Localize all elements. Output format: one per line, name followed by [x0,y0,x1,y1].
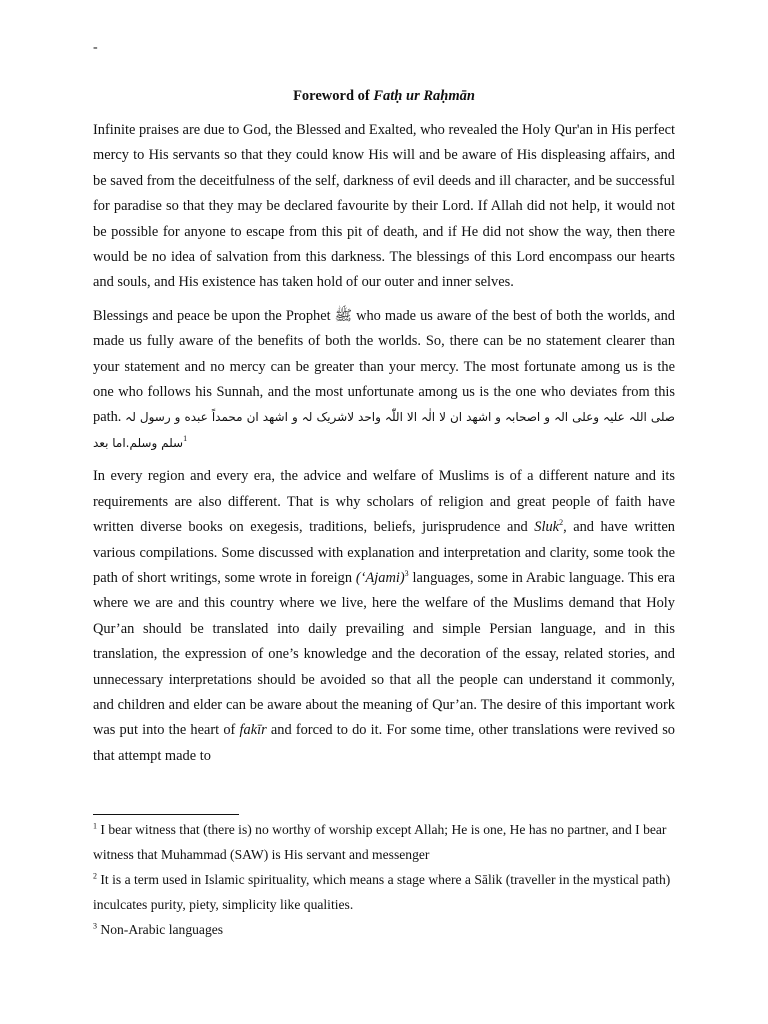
footnote-ref-2[interactable]: 2 [559,518,564,528]
paragraph-2 [93,304,675,456]
footnote-ref-1[interactable]: 1 [183,434,188,444]
title-prefix: Foreword of [293,88,374,104]
footnote-3 [93,917,675,942]
footnote-1 [93,817,675,867]
footnote-2 [93,867,675,917]
p3-text-c: languages, some in Arabic language. This era where we are and this country where we live, here the welfare of the Muslims demand that Holy Qur’an should be translated into daily prevailing and simple Persian language, and in this translation, the expression of one’s knowledge and the decoration of the essay, related stories, and unnecessary interpretations should be avoided so that all the people can understand it commonly, and children and elder can be aware about the meaning of Qur’an. The desire of this important work was put into the heart of [93,569,675,739]
paragraph-3 [93,464,675,769]
footnote-3-text: Non-Arabic languages [97,922,224,937]
title-italic: Fatḥ ur Raḥmān [373,88,475,104]
footnote-3-number: 3 [93,921,97,931]
term-fakir: fakīr [239,722,267,739]
p2-text-a: Blessings and peace be upon the Prophet [93,307,335,324]
p3-text-b: , and have written various compilations. Some discussed with explanation and interpretation and clarity, some took the path of short writings, some wrote in foreign [93,519,675,586]
footnote-1-text: I bear witness that (there is) no worthy of worship except Allah; He is one, He has no partner, and I bear witness that Muhammad (SAW) is His servant and messenger [93,822,667,862]
header-mark: - [93,40,98,55]
term-ajami: (‘Ajami) [355,569,405,586]
footnote-2-text: It is a term used in Islamic spirituality, which means a stage where a Sālik (traveller in the mystical path) inculcates purity, piety, simplicity like qualities. [93,872,671,912]
footnote-1-number: 1 [93,821,97,831]
p3-text-d: and forced to do it. For some time, other translations were revived so that attempt made to [93,722,675,764]
footnote-divider [93,814,239,815]
p3-text-a: In every region and every era, the advice and welfare of Muslims is of a different nature and its requirements are also different. That is why scholars of religion and great people of faith have written diverse books on exegesis, traditions, beliefs, jurisprudence and [93,468,675,536]
footnote-ref-3[interactable]: 3 [404,569,409,579]
document-body [93,84,675,777]
page-title [93,84,675,108]
term-sluk: Sluk [534,519,560,536]
prophet-symbol-icon: ﷺ [334,307,353,324]
p2-text-b: who made us aware of the best of both the worlds, and made us fully aware of the benefits of both the worlds. So, there can be no statement clearer than your statement and no mercy can be greater than your mercy. The most fortunate among us is the one who follows his Sunnah, and the most unfortunate among us is the one who deviates from this path. [93,307,675,426]
paragraph-1: Infinite praises are due to God, the Blessed and Exalted, who revealed the Holy Qur'an in His perfect mercy to His servants so that they could know His will and be aware of His displeasing affairs, and be saved from the deceitfulness of the self, darkness of evil deeds and ill character, and be successful for paradise so that they may be declared favourite by their Lord. If Allah did not help, it would not be possible for anyone to escape from this pit of death, and if He did not show the way, then there would be no idea of salvation from this darkness. The blessings of this Lord encompass our hearts and souls, and His existence has taken hold of our outer and inner selves. [93,122,675,291]
arabic-blessing: صلی اللہ علیہ وعلی الہ و اصحابہ و سلم وسلم.اما بعد [93,410,675,450]
arabic-testimony: اشهد ان لا الٰہ الا اللّٰہ واحد لاشریک لہ و اشهد ان محمداً عبده و رسول لہ [125,410,492,425]
footnotes [93,817,675,942]
footnote-2-number: 2 [93,871,97,881]
